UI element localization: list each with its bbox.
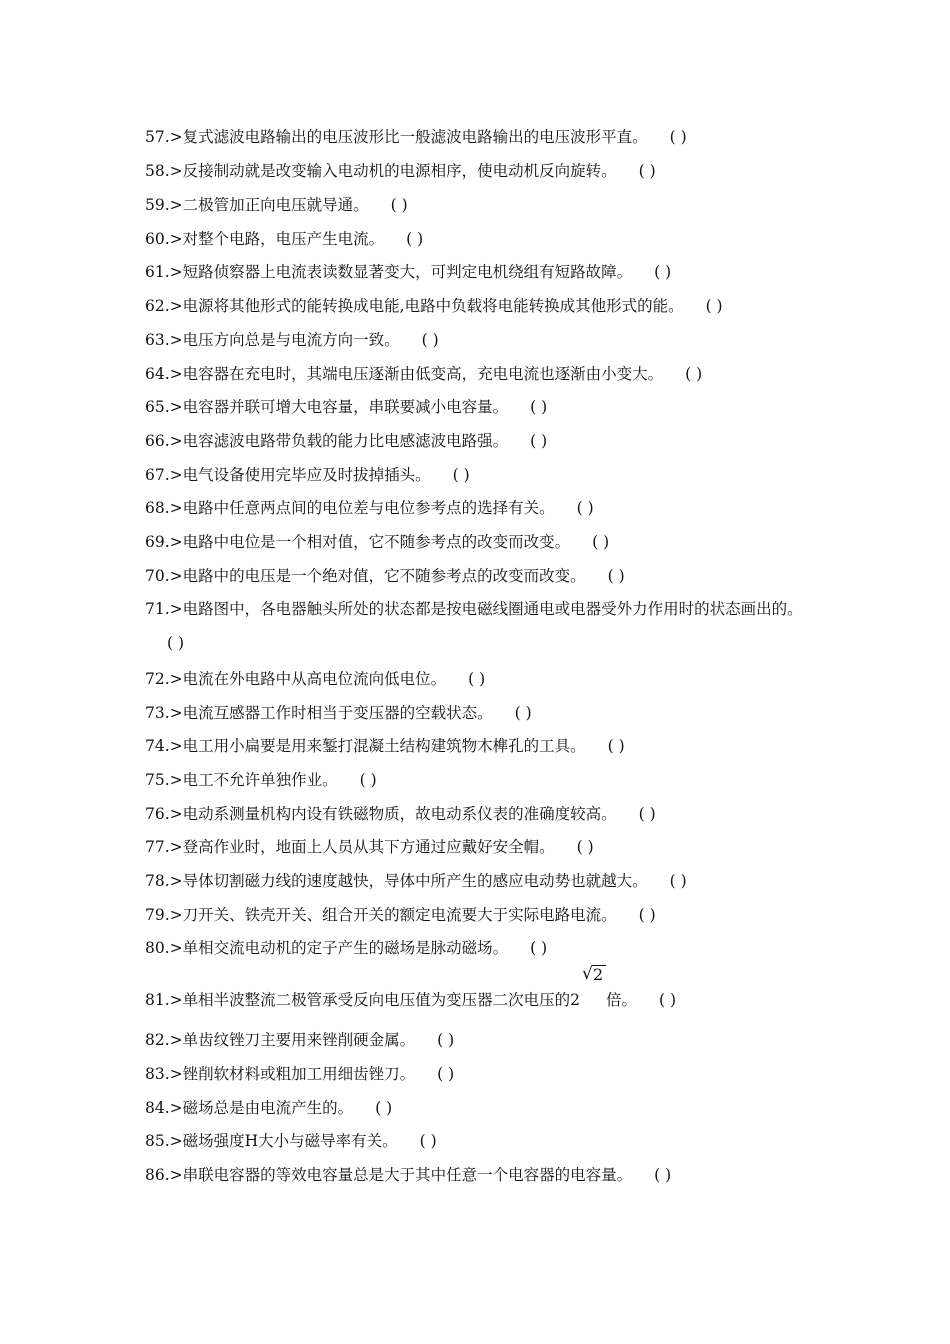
item-text: 74.>电工用小扁要是用来錾打混凝土结构建筑物木榫孔的工具。 [145,737,586,755]
answer-blank: ( ) [375,1099,393,1117]
list-item [145,491,825,525]
answer-blank: ( ) [669,128,687,146]
answer-blank: ( ) [592,533,610,551]
answer-blank: ( ) [607,567,625,585]
item-text: 71.>电路图中，各电器触头所处的状态都是按电磁线圈通电或电器受外力作用时的状态画出的。 [145,600,803,618]
item-text: 63.>电压方向总是与电流方向一致。 [145,331,400,349]
list-item [145,931,825,965]
list-item [145,830,825,864]
list-item [145,154,825,188]
answer-blank: ( ) [514,704,532,722]
list-item [145,357,825,391]
answer-blank: ( ) [685,365,703,383]
item-text: 66.>电容滤波电路带负载的能力比电感滤波电路强。 [145,432,509,450]
item-text: 70.>电路中的电压是一个绝对值，它不随参考点的改变而改变。 [145,567,586,585]
list-item [145,1158,825,1192]
item-text-after: 倍。 [606,991,638,1009]
list-item [145,1057,825,1091]
item-text: 80.>单相交流电动机的定子产生的磁场是脉动磁场。 [145,939,509,957]
list-item [145,424,825,458]
answer-blank: ( ) [705,297,723,315]
item-text: 72.>电流在外电路中从高电位流向低电位。 [145,670,447,688]
item-text: 85.>磁场强度H大小与磁导率有关。 [145,1132,398,1150]
item-text: 76.>电动系测量机构内设有铁磁物质，故电动系仪表的准确度较高。 [145,805,617,823]
item-text: 58.>反接制动就是改变输入电动机的电源相序，使电动机反向旋转。 [145,162,617,180]
answer-blank: ( ) [421,331,439,349]
answer-blank: ( ) [607,737,625,755]
item-text: 65.>电容器并联可增大电容量，串联要减小电容量。 [145,398,509,416]
answer-blank: ( ) [576,838,594,856]
answer-blank: ( ) [530,939,548,957]
list-item [145,592,813,660]
answer-blank: ( ) [419,1132,437,1150]
item-text: 59.>二极管加正向电压就导通。 [145,196,369,214]
list-item [145,525,825,559]
list-item [145,255,825,289]
item-text: 77.>登高作业时，地面上人员从其下方通过应戴好安全帽。 [145,838,555,856]
item-text: 84.>磁场总是由电流产生的。 [145,1099,354,1117]
item-text: 73.>电流互感器工作时相当于变压器的空载状态。 [145,704,493,722]
item-text: 75.>电工不允许单独作业。 [145,771,338,789]
list-item [145,729,825,763]
item-text: 81.>单相半波整流二极管承受反向电压值为变压器二次电压的2 [145,991,581,1009]
list-item [145,898,825,932]
list-item [145,559,825,593]
answer-blank: ( ) [167,634,185,652]
item-text: 57.>复式滤波电路输出的电压波形比一般滤波电路输出的电压波形平直。 [145,128,648,146]
answer-blank: ( ) [437,1065,455,1083]
item-text: 78.>导体切割磁力线的速度越快，导体中所产生的感应电动势也就越大。 [145,872,648,890]
answer-blank: ( ) [638,906,656,924]
answer-blank: ( ) [659,991,677,1009]
list-item [145,188,825,222]
answer-blank: ( ) [452,466,470,484]
item-text: 86.>串联电容器的等效电容量总是大于其中任意一个电容器的电容量。 [145,1166,633,1184]
item-text: 67.>电气设备使用完毕应及时拔掉插头。 [145,466,431,484]
item-text: 79.>刀开关、铁壳开关、组合开关的额定电流要大于实际电路电流。 [145,906,617,924]
list-item [145,289,825,323]
item-text: 60.>对整个电路，电压产生电流。 [145,230,385,248]
list-item [145,763,825,797]
list-item [145,222,825,256]
list-item [145,1091,825,1125]
list-item [145,1023,825,1057]
item-text: 82.>单齿纹锉刀主要用来锉削硬金属。 [145,1031,416,1049]
item-text: 69.>电路中电位是一个相对值，它不随参考点的改变而改变。 [145,533,571,551]
list-item [145,120,825,154]
answer-blank: ( ) [530,398,548,416]
list-item [145,797,825,831]
list-item [145,323,825,357]
answer-blank: ( ) [468,670,486,688]
answer-blank: ( ) [359,771,377,789]
answer-blank: ( ) [437,1031,455,1049]
square-root-symbol: √ 2 [580,985,606,1005]
item-text: 83.>锉削软材料或粗加工用细齿锉刀。 [145,1065,416,1083]
list-item [145,390,825,424]
answer-blank: ( ) [638,162,656,180]
answer-blank: ( ) [638,805,656,823]
list-item [145,1124,825,1158]
radicand: 2 [593,965,604,984]
answer-blank: ( ) [390,196,408,214]
answer-blank: ( ) [654,263,672,281]
answer-blank: ( ) [530,432,548,450]
answer-blank: ( ) [669,872,687,890]
item-text: 68.>电路中任意两点间的电位差与电位参考点的选择有关。 [145,499,555,517]
list-item [145,864,825,898]
answer-blank: ( ) [654,1166,672,1184]
list-item [145,964,825,1017]
item-text: 62.>电源将其他形式的能转换成电能,电路中负载将电能转换成其他形式的能。 [145,297,684,315]
answer-blank: ( ) [576,499,594,517]
answer-blank: ( ) [406,230,424,248]
list-item [145,696,825,730]
list-item [145,662,825,696]
list-item [145,458,825,492]
item-text: 64.>电容器在充电时，其端电压逐渐由低变高，充电电流也逐渐由小变大。 [145,365,664,383]
item-text: 61.>短路侦察器上电流表读数显著变大，可判定电机绕组有短路故障。 [145,263,633,281]
